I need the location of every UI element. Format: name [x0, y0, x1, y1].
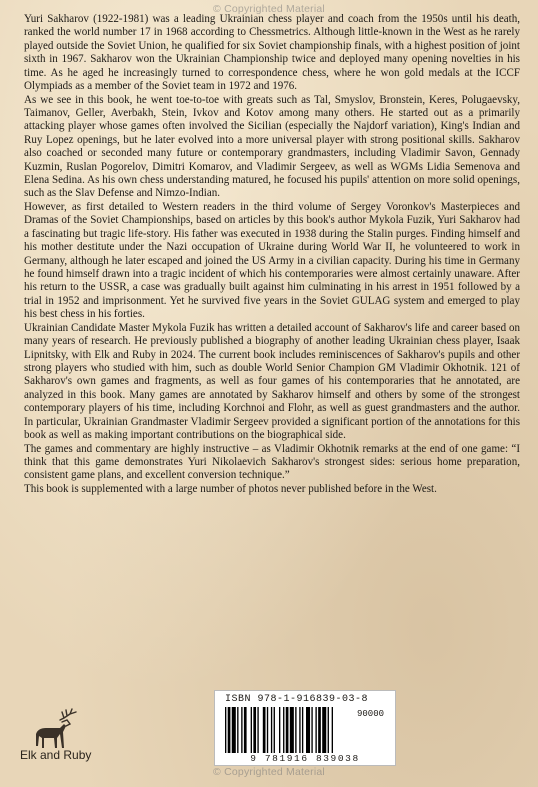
- publisher-name: Elk and Ruby: [20, 748, 92, 762]
- isbn-barcode: [214, 690, 396, 766]
- paragraph-photos: This book is supplemented with a large number of photos never published before in the West.: [24, 482, 437, 495]
- paragraph-author: Ukrainian Candidate Master Mykola Fuzik has written a detailed account of Sakharov's life and career based on many years of research. He previously published a biography of another leading Ukrainian chess player, Isaak Lipnitsky, with Elk and Ruby in 2024. The current book includes reminiscences of Sakharov's pupils and other strong players who studied with him, such as double World Senior Champion GM Vladimir Okhotnik. 121 of Sakharov's own games and fragments, as well as four games of his contemporaries that he annotated, are analyzed in this book. Many games are annotated by Sakharov himself and others by some of the strongest contemporary players of his time, including Korchnoi and Flohr, as well as guest grandmasters and the author. In particular, Ukrainian Grandmaster Vladimir Sergeev provided a significant portion of the annotations for this book as well as making important contributions on the biographical side.: [24, 321, 520, 442]
- watermark-bottom: © Copyrighted Material: [213, 766, 325, 778]
- paragraph-intro: Yuri Sakharov (1922-1981) was a leading Ukrainian chess player and coach from the 1950s until his death, ranked the world number 17 in 1968 according to Chessmetrics. Although little-known in the West as he rarely played outside the Soviet Union, he qualified for six Soviet championship finals, with a highest position of joint sixth in 1967. Sakharov won the Ukrainian Championship twice and deployed many opening novelties in his time. As he aged he increasingly turned to correspondence chess, where he won gold medals at the ICCF Olympiads as a member of the Soviet team in 1972 and 1976.: [24, 13, 520, 93]
- barcode-digits: 9 781916 839038: [250, 753, 360, 764]
- price-code: 90000: [357, 709, 385, 719]
- paragraph-quote: The games and commentary are highly instructive – as Vladimir Okhotnik remarks at the end of one game: “I think that this game demonstrates Yuri Nikolaevich Sakharov's strongest sides: serious home preparation, consistent game plans, and excellent conversion technique.”: [24, 442, 520, 482]
- blurb-text: [24, 13, 520, 496]
- watermark-top: © Copyrighted Material: [213, 3, 325, 15]
- isbn-label: ISBN 978-1-916839-03-8: [225, 694, 369, 705]
- paragraph-biography: However, as first detailed to Western readers in the third volume of Sergey Voronkov's Masterpieces and Dramas of the Soviet Championships, based on articles by this book's author Mykola Fuzik, Yuri Sakharov had a fascinating but tragic life-story. His father was executed in 1938 during the Stalin purges. Finding himself and his mother destitute under the Nazi occupation of Ukraine during World War II, he volunteered to work in Germany, although he later escaped and joined the US Army in a civilian capacity. During his time in Germany he found himself drawn into a tragic incident of which his contemporaries were almost certainly unaware. After his return to the USSR, a case was gradually built against him culminating in his arrest in 1951 followed by a trial in 1952 and imprisonment. Yet he survived five years in the Soviet GULAG system and emerged to play his best chess in his forties.: [24, 200, 520, 321]
- paragraph-opponents: As we see in this book, he went toe-to-toe with greats such as Tal, Smyslov, Bronstein, Keres, Polugaevsky, Taimanov, Geller, Averbakh, Stein, Ivkov and Kotov among many others. He started out as a primarily attacking player whose games often involved the Sicilian (especially the Najdorf variation), King's Indian and Ruy Lopez openings, but he later evolved into a more universal player with strong positional skills. Sakharov also coached or seconded many future or contemporary grandmasters, including Vladimir Savon, Gennady Kuzmin, Ruslan Pogorelov, Dimitri Komarov, and Vladimir Sergeev, as well as WGMs Lidia Semenova and Elena Sedina. As his own chess understanding matured, he focused his pupils' attention on more solid openings, such as the Slav Defense and Nimzo-Indian.: [24, 93, 520, 200]
- barcode-bars: [223, 707, 387, 753]
